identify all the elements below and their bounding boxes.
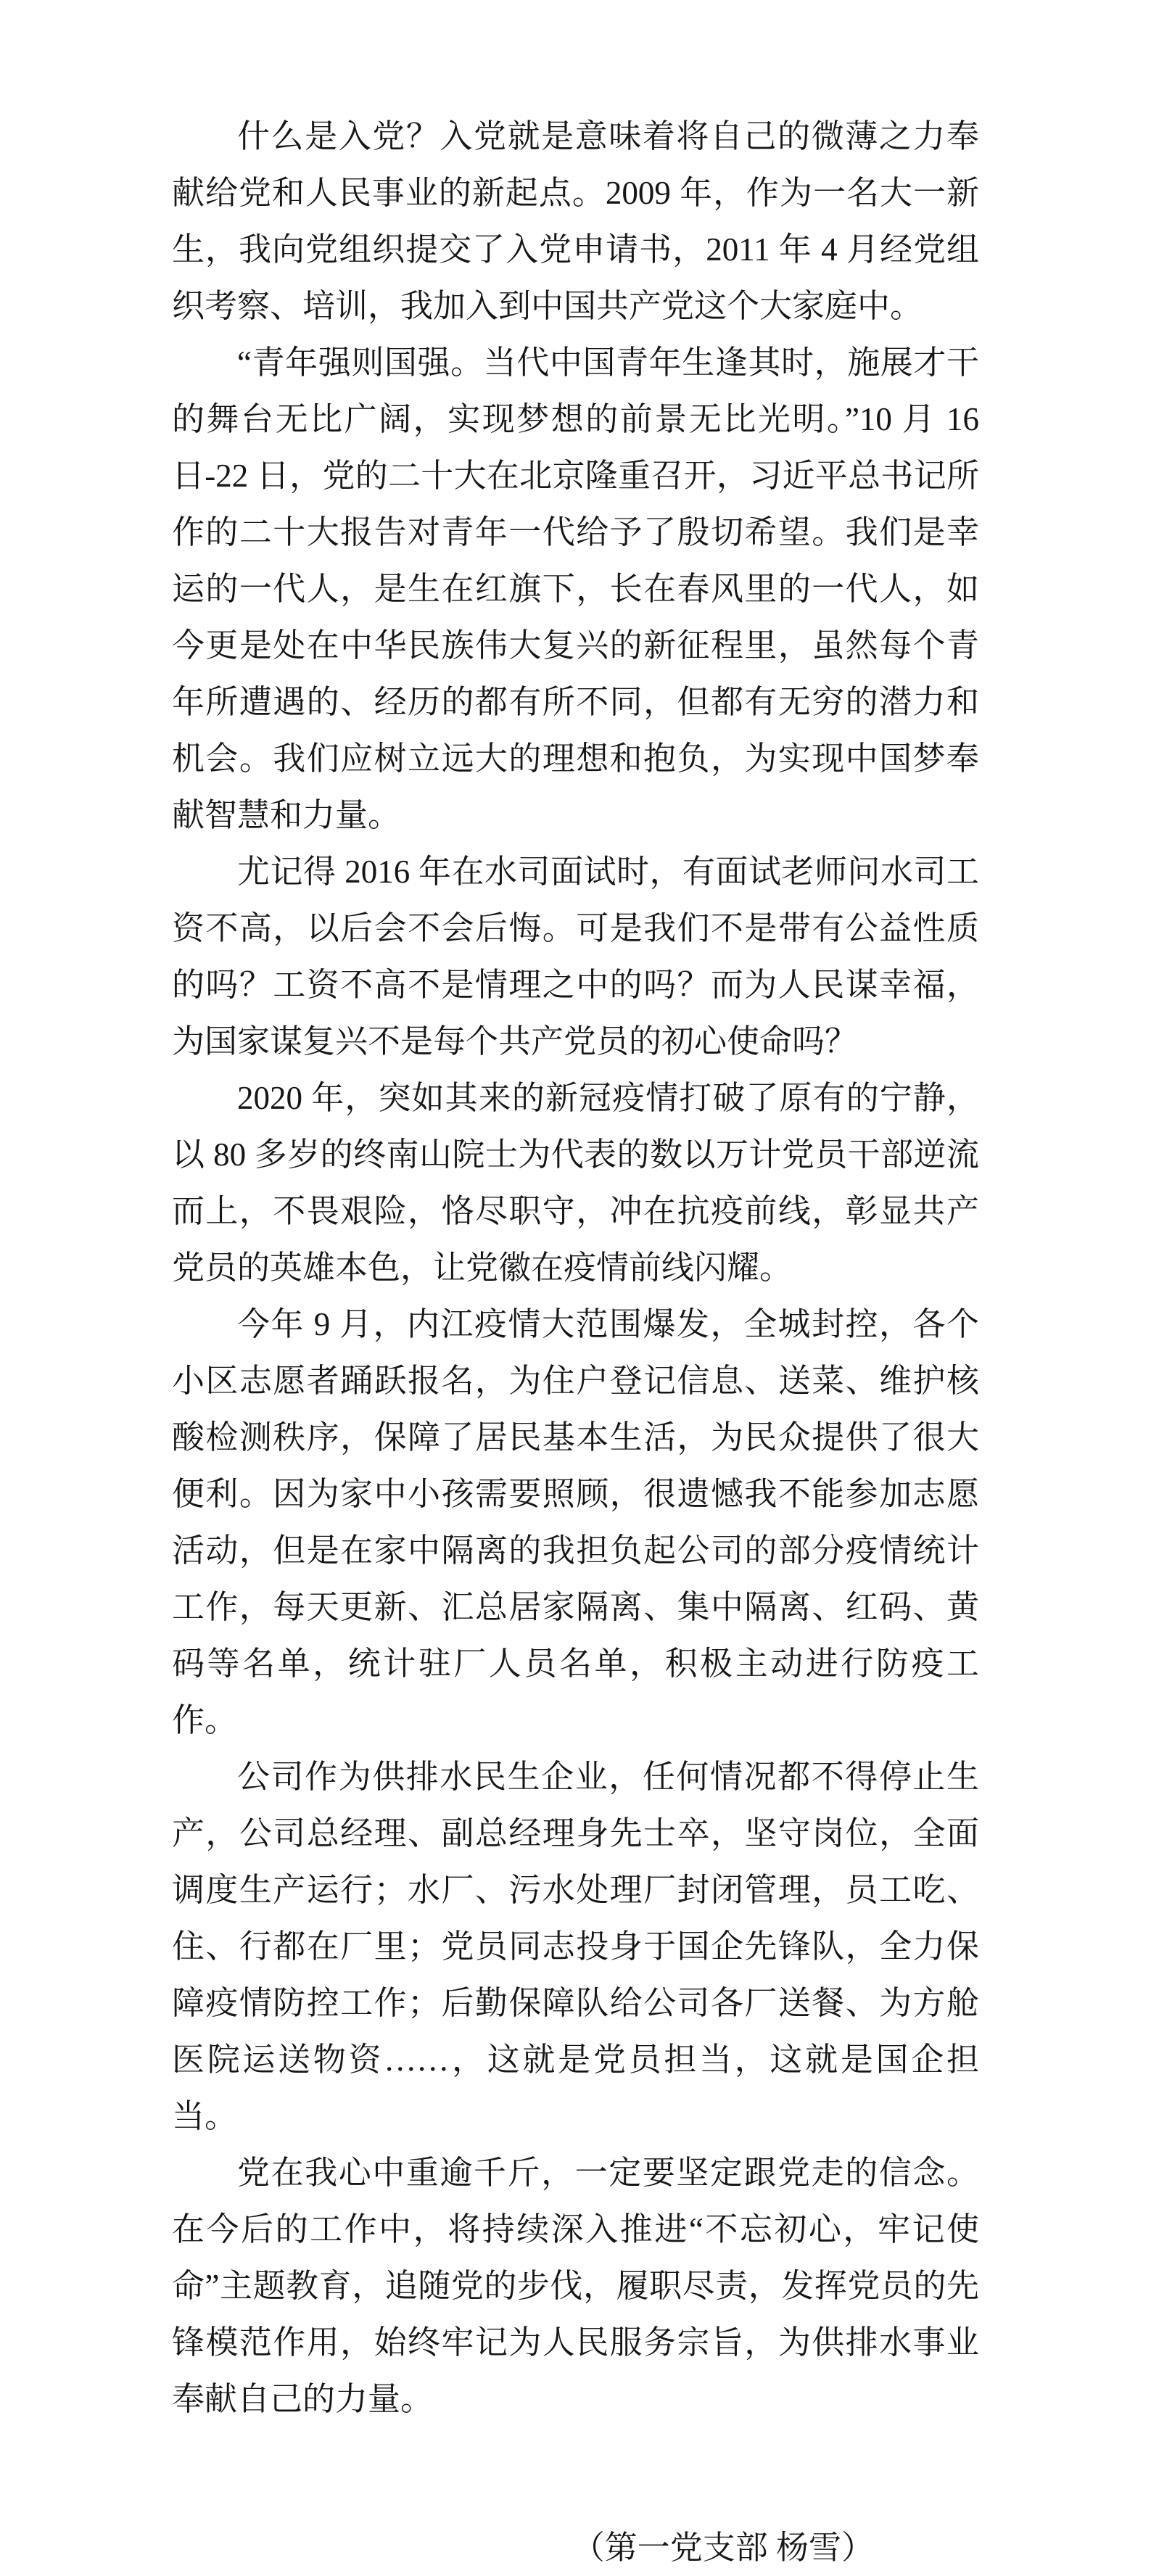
body-paragraph: 党在我心中重逾千斤，一定要坚定跟党走的信念。在今后的工作中，将持续深入推进“不忘初心，牢记使命”主题教育，追随党的步伐，履职尽责，发挥党员的先锋模范作用，始终牢记为人民服务宗旨，为供排水事业奉献自己的力量。	[172, 2155, 979, 2417]
body-paragraph: “青年强则国强。当代中国青年生逢其时，施展才干的舞台无比广阔，实现梦想的前景无比光明。”10 月 16 日-22 日，党的二十大在北京隆重召开，习近平总书记所作的二十大报告对青年一代给予了殷切希望。我们是幸运的一代人，是生在红旗下，长在春风里的一代人，如今更是处在中华民族伟大复兴的新征程里，虽然每个青年所遭遇的、经历的都有所不同，但都有无穷的潜力和机会。我们应树立远大的理想和抱负，为实现中国梦奉献智慧和力量。	[172, 344, 979, 833]
body-paragraph: 什么是入党？入党就是意味着将自己的微薄之力奉献给党和人民事业的新起点。2009 年，作为一名大一新生，我向党组织提交了入党申请书，2011 年 4 月经党组织考察、培训，我加入到中国共产党这个大家庭中。	[172, 118, 979, 324]
body-paragraph: 今年 9 月，内江疫情大范围爆发，全城封控，各个小区志愿者踊跃报名，为住户登记信息、送菜、维护核酸检测秩序，保障了居民基本生活，为民众提供了很大便利。因为家中小孩需要照顾，很遗憾我不能参加志愿活动，但是在家中隔离的我担负起公司的部分疫情统计工作，每天更新、汇总居家隔离、集中隔离、红码、黄码等名单，统计驻厂人员名单，积极主动进行防疫工作。	[172, 1306, 979, 1738]
body-paragraph: 2020 年，突如其来的新冠疫情打破了原有的宁静，以 80 多岁的终南山院士为代表的数以万计党员干部逆流而上，不畏艰险，恪尽职守，冲在抗疫前线，彰显共产党员的英雄本色，让党徽在疫情前线闪耀。	[172, 1080, 979, 1286]
signature-line: （第一党支部 杨雪）	[572, 2530, 874, 2566]
body-paragraph: 尤记得 2016 年在水司面试时，有面试老师问水司工资不高，以后会不会后悔。可是我们不是带有公益性质的吗？工资不高不是情理之中的吗？而为人民谋幸福，为国家谋复兴不是每个共产党员的初心使命吗？	[172, 854, 979, 1060]
body-paragraph: 公司作为供排水民生企业，任何情况都不得停止生产，公司总经理、副总经理身先士卒，坚守岗位，全面调度生产运行；水厂、污水处理厂封闭管理，员工吃、住、行都在厂里；党员同志投身于国企先锋队，全力保障疫情防控工作；后勤保障队给公司各厂送餐、为方舱医院运送物资……，这就是党员担当，这就是国企担当。	[172, 1759, 979, 2134]
